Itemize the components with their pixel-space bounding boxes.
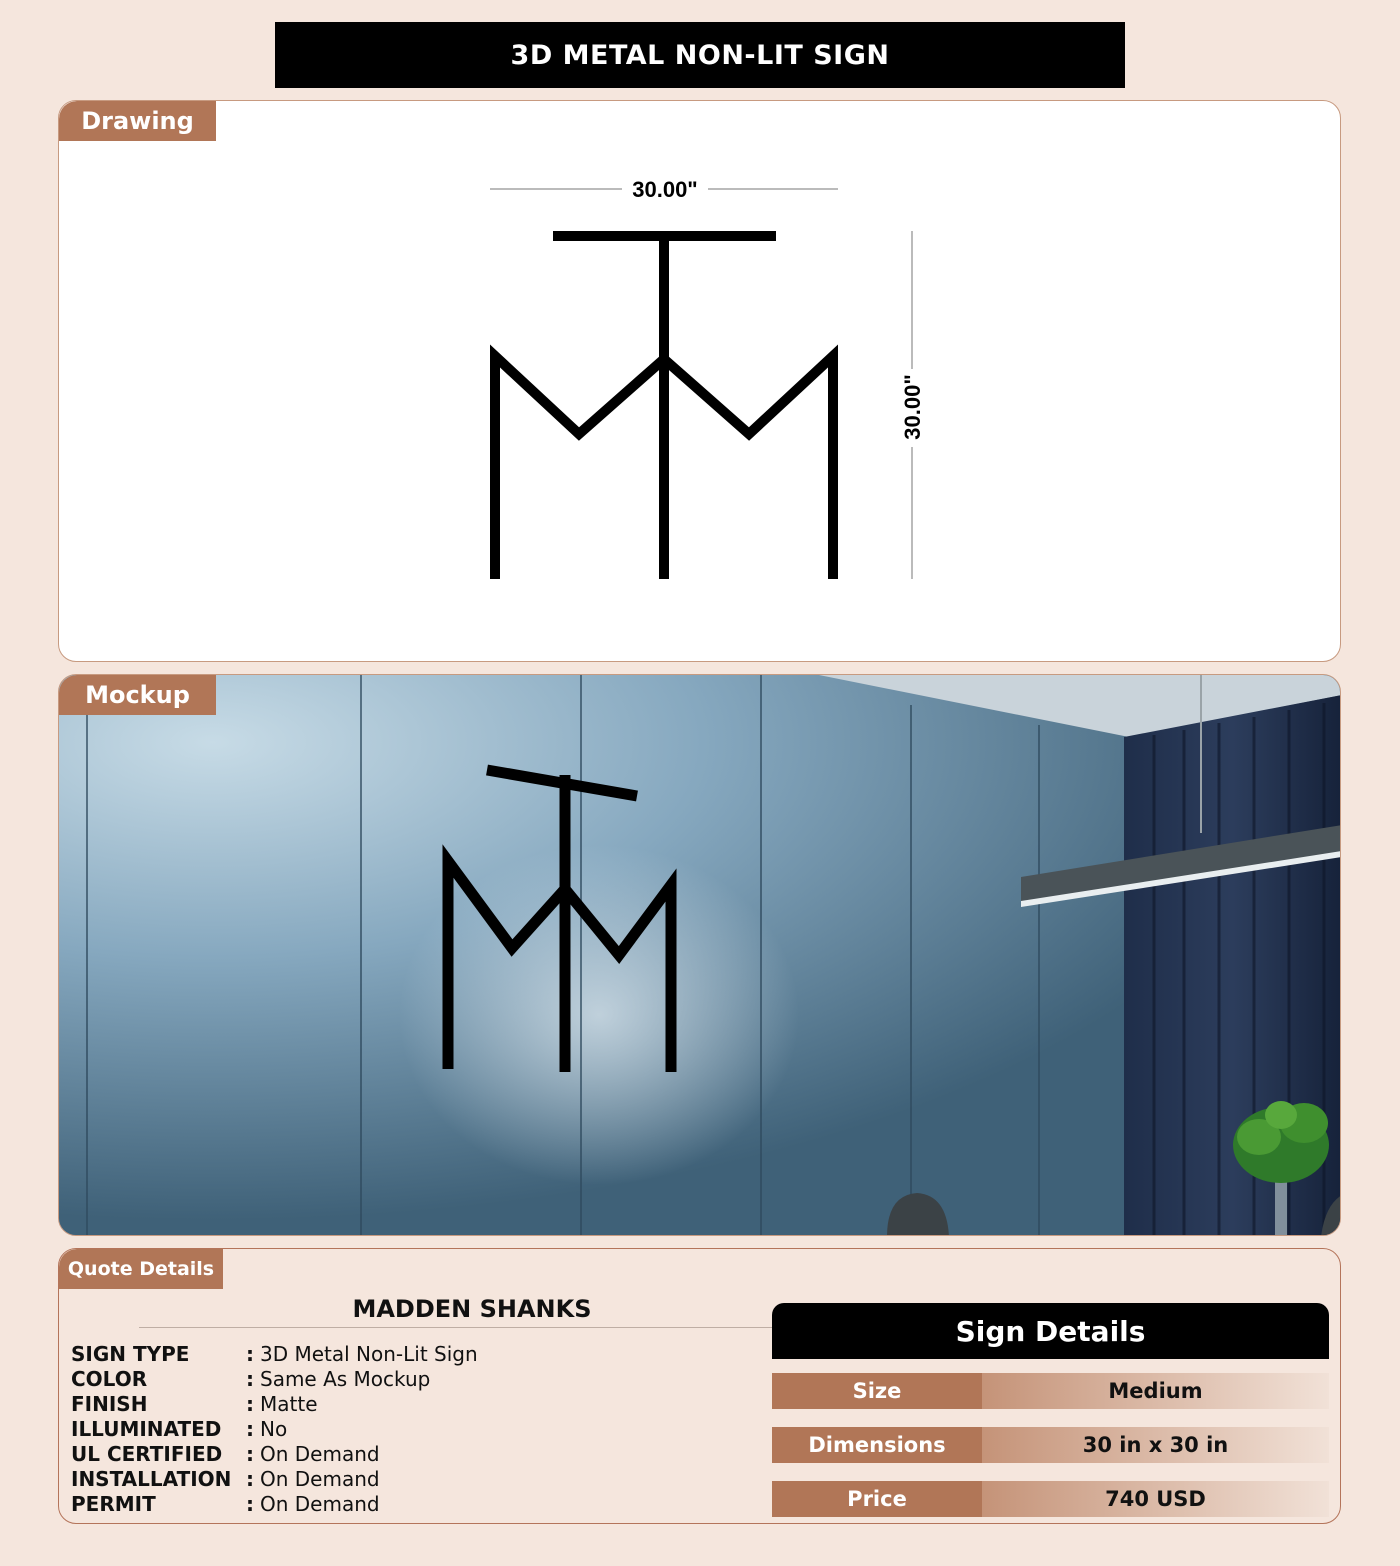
spec-key: SIGN TYPE [71, 1341, 190, 1366]
spotlight [399, 845, 799, 1185]
sign-details-title: Sign Details [772, 1303, 1329, 1359]
spec-row [71, 1441, 478, 1466]
tm-logo-mark [495, 236, 833, 579]
spec-separator: : [246, 1391, 254, 1416]
spec-row [71, 1391, 478, 1416]
spec-key: UL CERTIFIED [71, 1441, 223, 1466]
width-label: 30.00" [632, 177, 698, 202]
spec-value: No [260, 1416, 288, 1441]
sign-detail-dimensions [772, 1427, 1329, 1463]
sign-detail-value: Medium [982, 1373, 1329, 1409]
drawing-tab: Drawing [59, 101, 216, 141]
mockup-tab: Mockup [59, 675, 216, 715]
mockup-scene [59, 675, 1341, 1236]
page-title: 3D METAL NON-LIT SIGN [275, 22, 1125, 88]
spec-value: 3D Metal Non-Lit Sign [260, 1341, 478, 1366]
sign-detail-label: Price [772, 1481, 982, 1517]
sign-detail-label: Size [772, 1373, 982, 1409]
spec-row [71, 1416, 478, 1441]
spec-value: On Demand [260, 1491, 380, 1516]
spec-value: On Demand [260, 1441, 380, 1466]
spec-separator: : [246, 1491, 254, 1516]
spec-row [71, 1366, 478, 1391]
spec-table [71, 1341, 478, 1516]
sign-detail-price [772, 1481, 1329, 1517]
spec-key: PERMIT [71, 1491, 156, 1516]
spec-separator: : [246, 1441, 254, 1466]
spec-row [71, 1341, 478, 1366]
spec-key: ILLUMINATED [71, 1416, 222, 1441]
spec-value: On Demand [260, 1466, 380, 1491]
sign-detail-value: 740 USD [982, 1481, 1329, 1517]
sign-detail-value: 30 in x 30 in [982, 1427, 1329, 1463]
spec-separator: : [246, 1416, 254, 1441]
drawing-panel [58, 100, 1341, 662]
spec-separator: : [246, 1366, 254, 1391]
spec-value: Same As Mockup [260, 1366, 431, 1391]
client-name: MADDEN SHANKS [139, 1295, 805, 1328]
quote-panel [58, 1248, 1341, 1524]
quote-tab: Quote Details [59, 1249, 223, 1289]
logo-drawing [59, 101, 1341, 662]
spec-key: COLOR [71, 1366, 148, 1391]
height-label: 30.00" [900, 374, 925, 440]
spec-row [71, 1491, 478, 1516]
sign-detail-size [772, 1373, 1329, 1409]
spec-separator: : [246, 1341, 254, 1366]
spec-value: Matte [260, 1391, 318, 1416]
sign-detail-label: Dimensions [772, 1427, 982, 1463]
mockup-panel [58, 674, 1341, 1236]
spec-key: FINISH [71, 1391, 148, 1416]
spec-key: INSTALLATION [71, 1466, 232, 1491]
spec-row [71, 1466, 478, 1491]
spec-separator: : [246, 1466, 254, 1491]
